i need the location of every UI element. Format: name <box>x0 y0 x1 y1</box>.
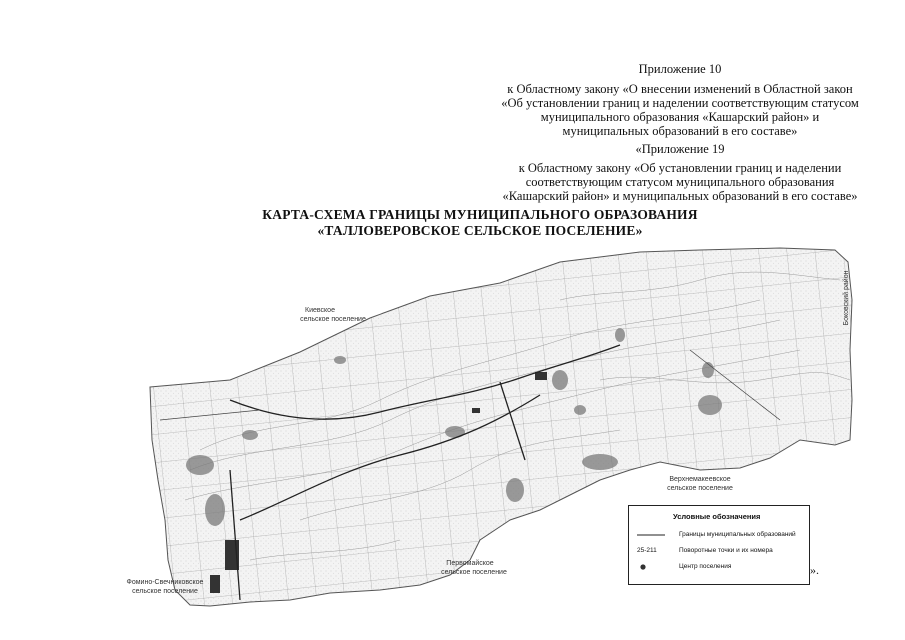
legend-boundary-row <box>637 530 807 540</box>
boundary-line-icon <box>637 530 665 540</box>
closing-quote: ». <box>810 563 819 577</box>
law-base-line: «Кашарский район» и муниципальных образований в его составе» <box>502 189 858 203</box>
legend-title: Условные обозначения <box>673 512 761 521</box>
label-fomino: Фомино-Свечниковское <box>126 579 204 586</box>
law-base-line: соответствующим статусом муниципального образования <box>525 175 835 189</box>
label-verhnemakeevskoe-sub: сельское поселение <box>667 485 733 492</box>
map-title-line1: КАРТА-СХЕМА ГРАНИЦЫ МУНИЦИПАЛЬНОГО ОБРАЗОВАНИЯ <box>262 207 698 222</box>
settlement-center-icon <box>637 562 665 572</box>
label-kievskoe: Киевское <box>305 307 335 314</box>
legend-center-text: Центр поселения <box>679 563 732 570</box>
law-amend-line: к Областному закону «О внесении изменений в Областной закон <box>507 82 853 96</box>
label-pervomayskoe: Первомайское <box>446 560 494 567</box>
label-verhnemakeevskoe: Верхнемакеевское <box>669 476 731 483</box>
turn-point-symbol: 25-211 <box>637 547 657 554</box>
label-kievskoe-sub: сельское поселение <box>300 316 366 323</box>
law-amend-line: муниципальных образований в его составе» <box>562 124 798 138</box>
label-pervomayskoe-sub: сельское поселение <box>441 569 507 576</box>
legend-turn-points-row <box>637 546 807 556</box>
appendix-10-text: Приложение 10 <box>638 62 722 76</box>
label-fomino-sub: сельское поселение <box>132 588 198 595</box>
map-legend <box>628 505 810 585</box>
map-title-line2: «ТАЛЛОВЕРОВСКОЕ СЕЛЬСКОЕ ПОСЕЛЕНИЕ» <box>317 223 643 238</box>
law-amend-line: муниципального образования «Кашарский район» и <box>540 110 820 124</box>
legend-boundary-text: Границы муниципальных образований <box>679 531 796 538</box>
legend-turn-points-text: Поворотные точки и их номера <box>679 547 773 554</box>
law-base-line: к Областному закону «Об установлении границ и наделении <box>518 161 842 175</box>
label-bokovsky: Боковский район <box>843 270 850 326</box>
appendix-19-text: «Приложение 19 <box>635 142 725 156</box>
law-amend-line: «Об установлении границ и наделении соответствующим статусом <box>501 96 859 110</box>
legend-center-row <box>637 562 807 572</box>
